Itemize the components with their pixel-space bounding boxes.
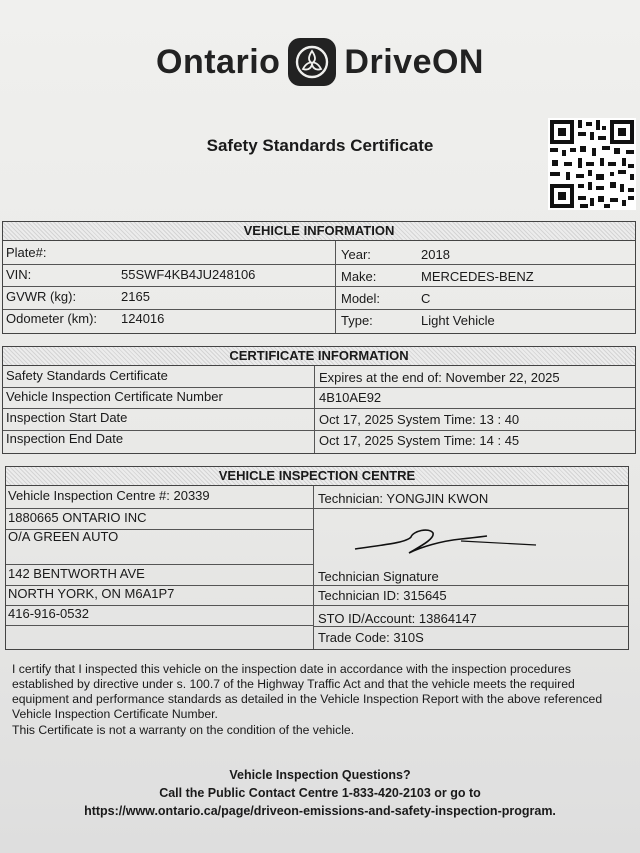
trade-code: Trade Code: 310S [318, 630, 424, 645]
vehicle-information-section [2, 221, 636, 334]
brand-logo [156, 38, 484, 86]
vin-label: VIN: [6, 267, 32, 282]
year-value: 2018 [421, 247, 450, 262]
centre-address-1: 142 BENTWORTH AVE [8, 566, 145, 581]
cert-row-label-3: Inspection Start Date [6, 410, 128, 425]
technician-signature-label: Technician Signature [318, 569, 439, 584]
vin-value: 55SWF4KB4JU248106 [121, 267, 256, 282]
model-label: Model: [341, 291, 381, 306]
header [0, 38, 640, 86]
certification-statement: I certify that I inspected this vehicle on the inspection date in accordance with the inspection procedures established by directive under s. 100.7 of the Highway Traffic Act and that the vehicle meets the required equipment and performance standards as detailed in the Vehicle Inspection Report with the above referenced Vehicle Inspection Certificate Number. [12, 662, 603, 721]
type-label: Type: [341, 313, 373, 328]
gvwr-label: GVWR (kg): [6, 289, 77, 304]
cert-row-value-3: Oct 17, 2025 System Time: 13 : 40 [319, 412, 520, 427]
qr-code-icon [548, 118, 636, 210]
footer-questions: Vehicle Inspection Questions? [229, 768, 411, 782]
inspection-centre-section [5, 466, 629, 650]
odometer-label: Odometer (km): [6, 311, 98, 326]
certificate-information-section [2, 346, 636, 454]
plate-label: Plate#: [6, 245, 47, 260]
footer-call: Call the Public Contact Centre 1-833-420-2103 or go to [159, 786, 481, 800]
cert-row-label-2: Vehicle Inspection Certificate Number [6, 389, 223, 404]
brand-left-text: Ontario [156, 42, 281, 81]
make-label: Make: [341, 269, 377, 284]
sto-id: STO ID/Account: 13864147 [318, 611, 477, 626]
centre-phone: 416-916-0532 [8, 606, 89, 621]
trillium-logo-icon [288, 38, 336, 86]
technician-id: Technician ID: 315645 [318, 588, 447, 603]
make-value: MERCEDES-BENZ [421, 269, 534, 284]
cert-row-label-1: Safety Standards Certificate [6, 368, 168, 383]
cert-row-value-2: 4B10AE92 [319, 390, 382, 405]
centre-address-2: NORTH YORK, ON M6A1P7 [8, 586, 175, 601]
model-value: C [421, 291, 431, 306]
brand-right-text: DriveON [344, 42, 484, 81]
gvwr-value: 2165 [121, 289, 150, 304]
technician-signature-icon [351, 523, 541, 557]
inspection-centre-heading: VEHICLE INSPECTION CENTRE [6, 467, 628, 486]
centre-number: Vehicle Inspection Centre #: 20339 [8, 488, 210, 503]
document-title: Safety Standards Certificate [206, 136, 434, 155]
vehicle-information-heading: VEHICLE INFORMATION [3, 222, 635, 241]
cert-row-label-4: Inspection End Date [6, 431, 124, 446]
cert-row-value-4: Oct 17, 2025 System Time: 14 : 45 [319, 433, 520, 448]
centre-dba: O/A GREEN AUTO [8, 529, 119, 544]
certificate-information-heading: CERTIFICATE INFORMATION [3, 347, 635, 366]
type-value: Light Vehicle [421, 313, 495, 328]
footer-url: https://www.ontario.ca/page/driveon-emissions-and-safety-inspection-program. [84, 804, 556, 818]
certification-disclaimer: This Certificate is not a warranty on the condition of the vehicle. [12, 723, 355, 737]
year-label: Year: [341, 247, 371, 262]
centre-company: 1880665 ONTARIO INC [8, 510, 147, 525]
cert-row-value-1: Expires at the end of: November 22, 2025 [319, 370, 560, 385]
technician-name: Technician: YONGJIN KWON [318, 491, 489, 506]
odometer-value: 124016 [121, 311, 165, 326]
